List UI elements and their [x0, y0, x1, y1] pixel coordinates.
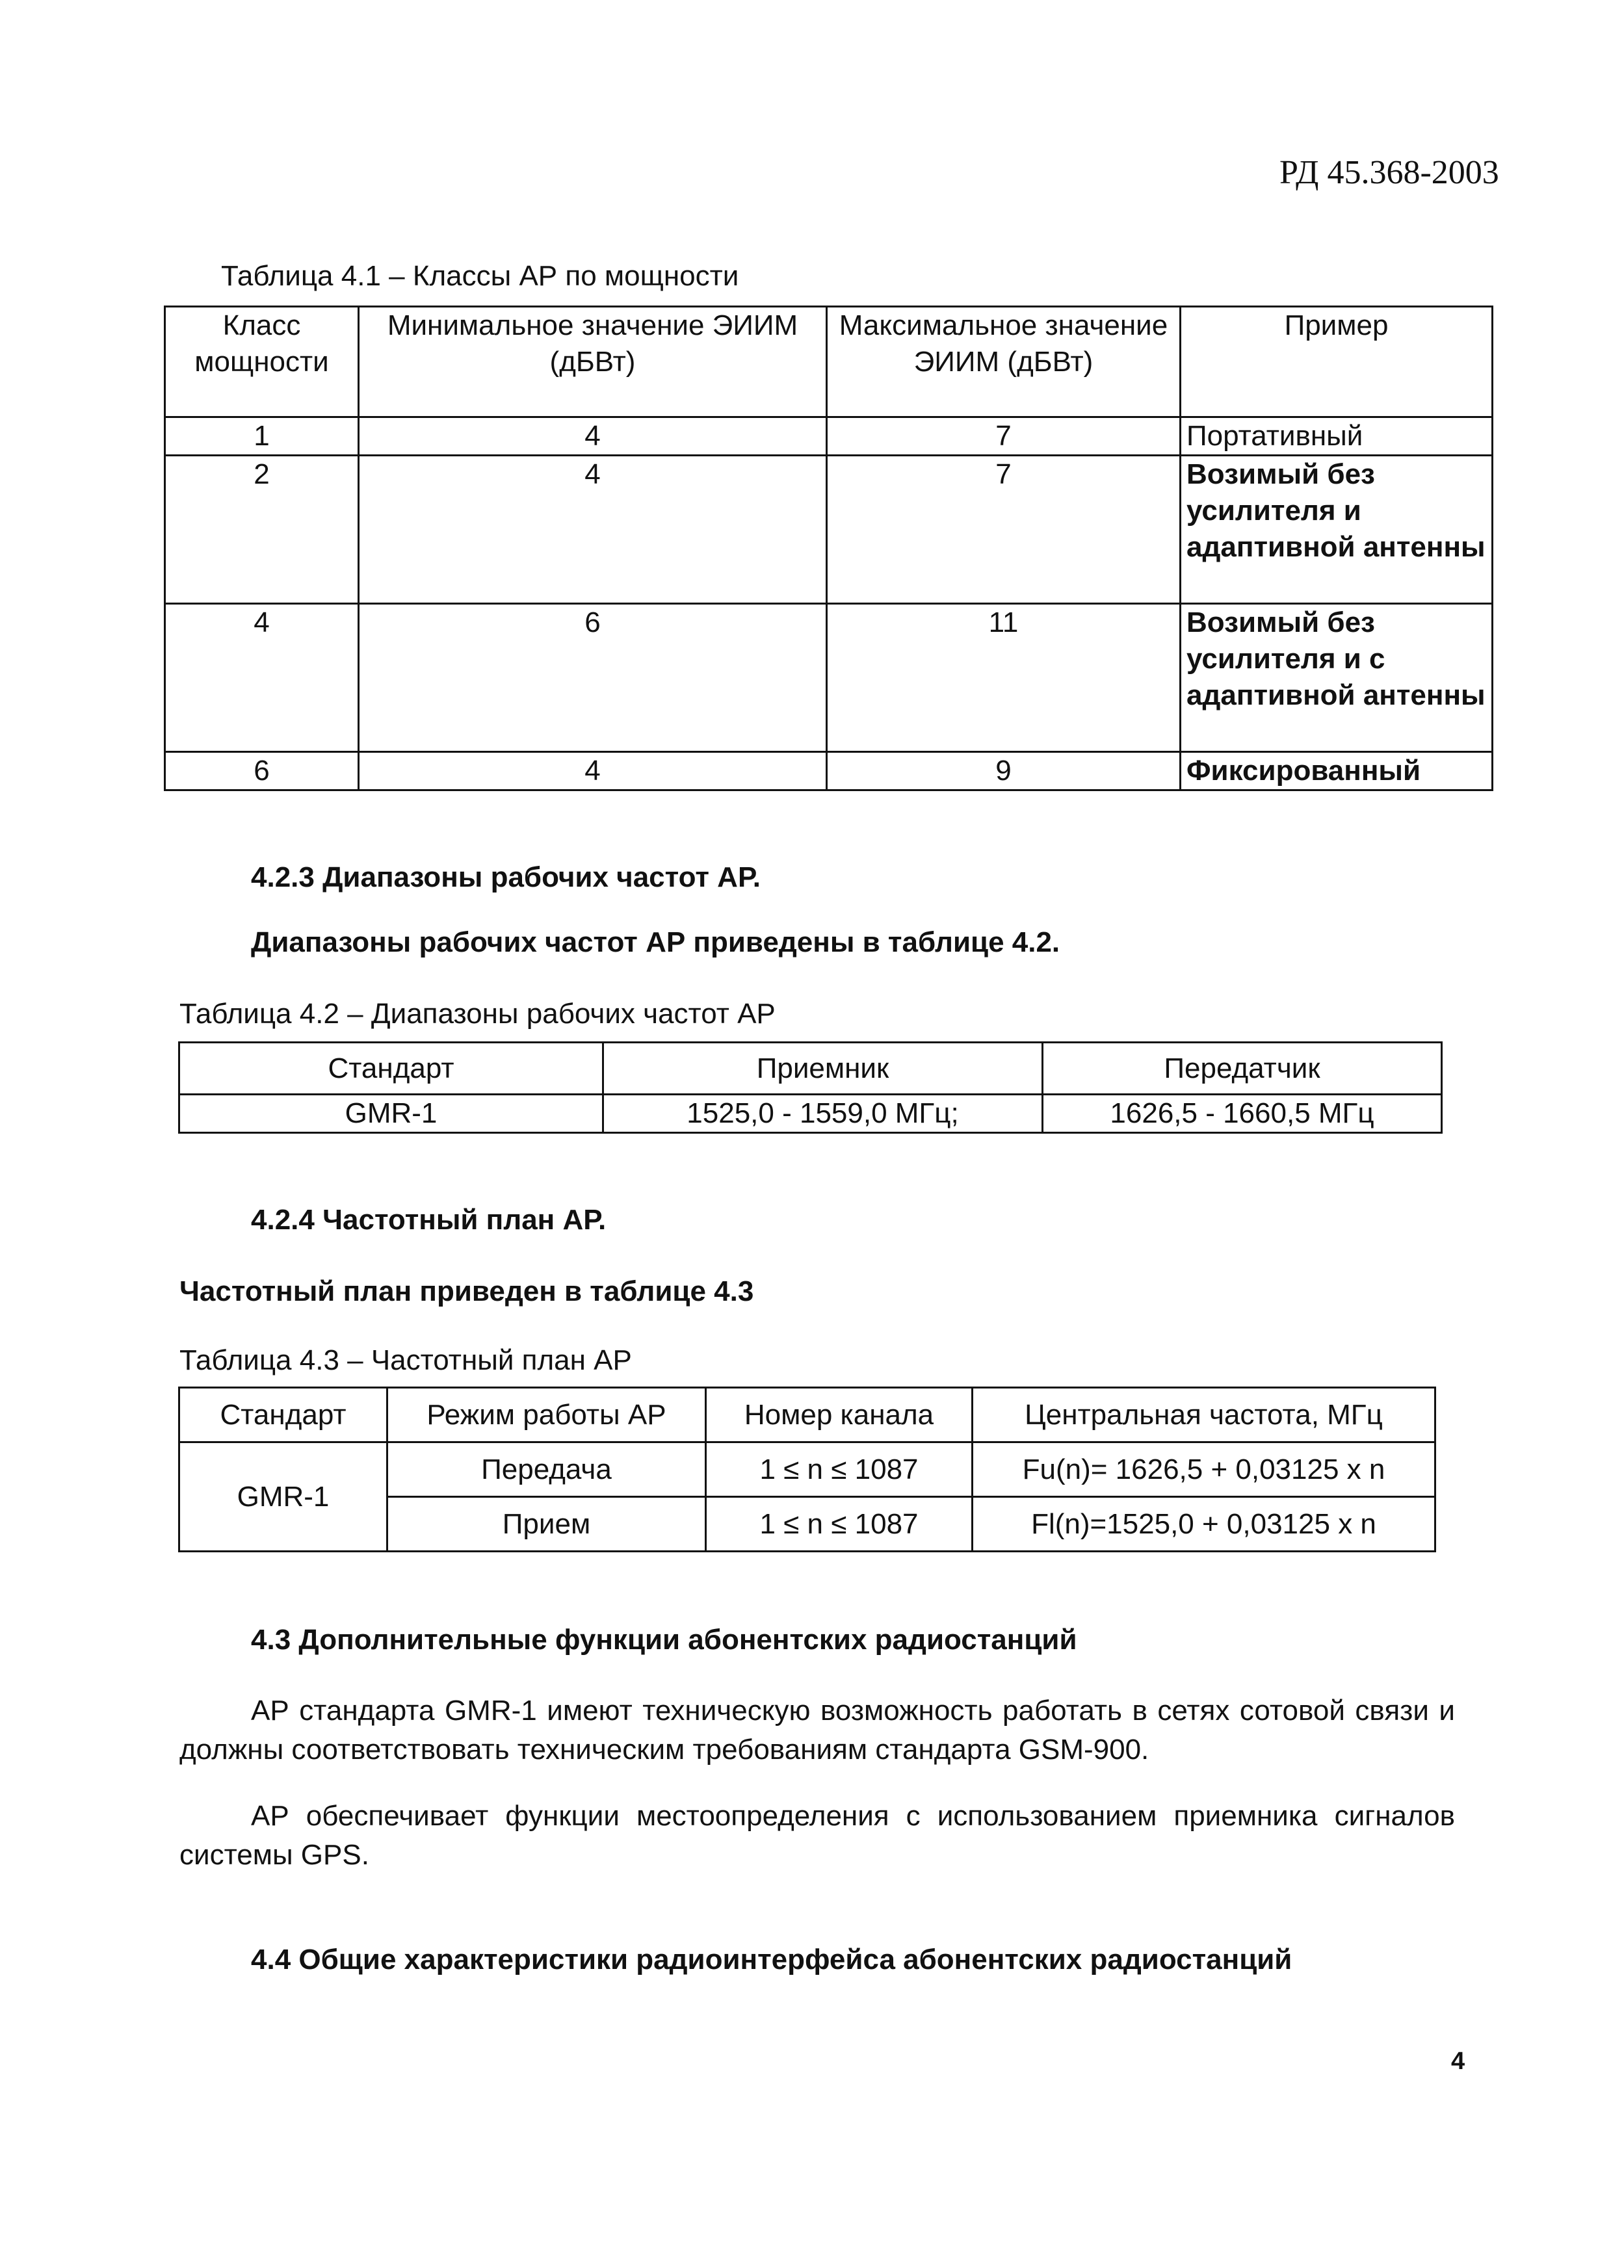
cell-standard: GMR-1	[179, 1095, 603, 1133]
table-header-row	[179, 1388, 1435, 1442]
cell-example: Портативный	[1181, 417, 1493, 456]
cell-max: 11	[827, 604, 1181, 752]
table-row	[165, 604, 1493, 752]
cell-min: 4	[359, 456, 827, 604]
power-class-table	[164, 306, 1493, 791]
header-standard: Стандарт	[179, 1043, 603, 1095]
header-min-eirp: Минимальное значение ЭИИМ (дБВт)	[359, 307, 827, 417]
cell-min: 4	[359, 417, 827, 456]
cell-transmitter: 1626,5 - 1660,5 МГц	[1043, 1095, 1442, 1133]
cell-class: 1	[165, 417, 359, 456]
cell-standard: GMR-1	[179, 1442, 387, 1552]
cell-receiver: 1525,0 - 1559,0 МГц;	[603, 1095, 1043, 1133]
section-4-3-paragraph-2: АР обеспечивает функции местоопределения с использованием приемника сигналов системы GPS.	[179, 1800, 1455, 1871]
header-receiver: Приемник	[603, 1043, 1043, 1095]
table-row	[179, 1442, 1435, 1497]
cell-channel: 1 ≤ n ≤ 1087	[706, 1442, 973, 1497]
cell-frequency: Fl(n)=1525,0 + 0,03125 x n	[973, 1497, 1435, 1552]
cell-max: 9	[827, 752, 1181, 790]
page-number: 4	[1451, 2048, 1465, 2075]
cell-mode: Прием	[387, 1497, 706, 1552]
header-mode: Режим работы АР	[387, 1388, 706, 1442]
table-row	[179, 1095, 1442, 1133]
cell-example: Возимый без усилителя и адаптивной антенны	[1181, 456, 1493, 604]
table-header-row	[165, 307, 1493, 417]
table-row	[165, 752, 1493, 790]
cell-max: 7	[827, 456, 1181, 604]
cell-class: 4	[165, 604, 359, 752]
table-header-row	[179, 1043, 1442, 1095]
table-4-1-caption: Таблица 4.1 – Классы АР по мощности	[221, 260, 739, 292]
table-4-3-caption: Таблица 4.3 – Частотный план АР	[179, 1344, 632, 1376]
table-row	[165, 417, 1493, 456]
table-4-2-caption: Таблица 4.2 – Диапазоны рабочих частот АР	[179, 998, 776, 1030]
section-4-2-4-heading: 4.2.4 Частотный план АР.	[251, 1204, 607, 1236]
cell-example: Возимый без усилителя и с адаптивной антенны	[1181, 604, 1493, 752]
cell-class: 2	[165, 456, 359, 604]
header-power-class: Класс мощности	[165, 307, 359, 417]
header-transmitter: Передатчик	[1043, 1043, 1442, 1095]
section-4-2-3-heading: 4.2.3 Диапазоны рабочих частот АР.	[251, 861, 761, 893]
section-4-2-3-text: Диапазоны рабочих частот АР приведены в таблице 4.2.	[251, 926, 1060, 958]
section-4-3-heading: 4.3 Дополнительные функции абонентских радиостанций	[251, 1624, 1077, 1656]
frequency-ranges-table	[178, 1041, 1443, 1134]
cell-class: 6	[165, 752, 359, 790]
header-max-eirp: Максимальное значение ЭИИМ (дБВт)	[827, 307, 1181, 417]
cell-mode: Передача	[387, 1442, 706, 1497]
header-center-frequency: Центральная частота, МГц	[973, 1388, 1435, 1442]
cell-min: 4	[359, 752, 827, 790]
document-code: РД 45.368-2003	[1279, 154, 1499, 191]
cell-min: 6	[359, 604, 827, 752]
cell-max: 7	[827, 417, 1181, 456]
frequency-plan-table	[178, 1387, 1436, 1552]
cell-channel: 1 ≤ n ≤ 1087	[706, 1497, 973, 1552]
header-channel: Номер канала	[706, 1388, 973, 1442]
table-row	[165, 456, 1493, 604]
header-example: Пример	[1181, 307, 1493, 417]
cell-frequency: Fu(n)= 1626,5 + 0,03125 x n	[973, 1442, 1435, 1497]
section-4-2-4-text: Частотный план приведен в таблице 4.3	[179, 1275, 754, 1307]
header-standard: Стандарт	[179, 1388, 387, 1442]
section-4-4-heading: 4.4 Общие характеристики радиоинтерфейса абонентских радиостанций	[251, 1944, 1292, 1975]
section-4-3-paragraph-1: АР стандарта GMR-1 имеют техническую возможность работать в сетях сотовой связи и должны соответствовать техническим требованиям стандарта GSM-900.	[179, 1695, 1455, 1766]
cell-example: Фиксированный	[1181, 752, 1493, 790]
